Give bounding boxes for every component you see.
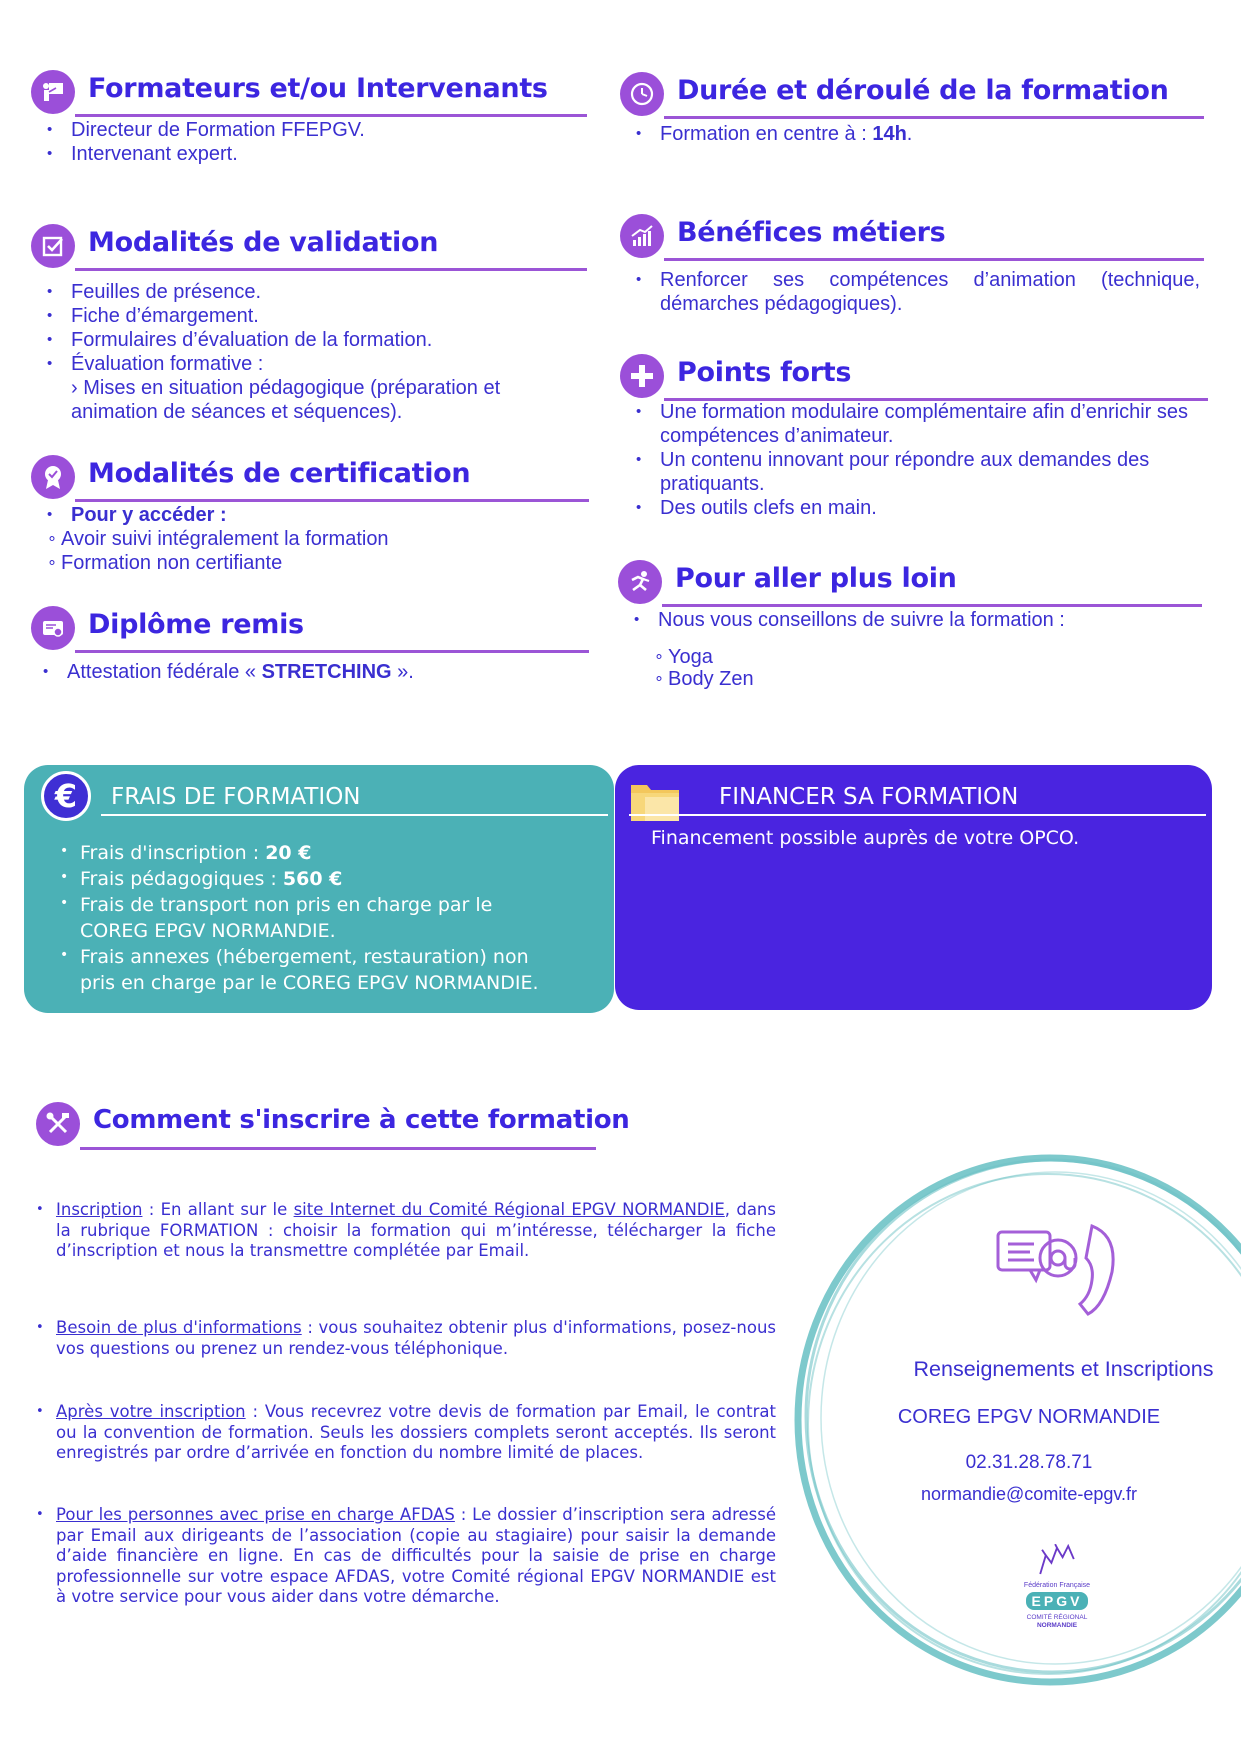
list-item: • Frais d'inscription : 20 € xyxy=(48,840,596,866)
inscription-link[interactable]: Inscription xyxy=(56,1200,143,1219)
plus-icon xyxy=(620,354,664,398)
frais-title: FRAIS DE FORMATION xyxy=(111,784,361,810)
afdas-paragraph: • Pour les personnes avec prise en charge AFDAS : Le dossier d’inscription sera adressé par Email aux dirigeants de l’association (copie au stagiaire) pour saisir la demande d’aide financière en ligne. En cas de difficultés pour la saisie de prise en charge professionnelle sur votre espace AFDAS, votre Comité régional EPGV NORMANDIE est à votre service pour vous aider dans votre démarche. xyxy=(36,1505,776,1606)
section-plus-loin xyxy=(618,560,1202,690)
site-internet-link[interactable]: site Internet du Comité Régional EPGV NORMANDIE xyxy=(293,1200,725,1219)
list-item: • Renforcer ses compétences d’animation (technique, démarches pédagogiques). xyxy=(620,268,1204,316)
section-title: Comment s'inscrire à cette formation xyxy=(93,1105,630,1135)
section-title: Modalités de validation xyxy=(88,227,439,258)
logo-letters: EPGV xyxy=(1026,1592,1089,1610)
list-item: • Une formation modulaire complémentaire afin d’enrichir ses compétences d’animateur. xyxy=(620,400,1208,448)
section-title: Diplôme remis xyxy=(88,609,304,640)
informations-link[interactable]: Besoin de plus d'informations xyxy=(56,1318,302,1337)
section-title: Bénéfices métiers xyxy=(677,217,946,248)
tools-icon xyxy=(36,1102,80,1146)
section-title: Modalités de certification xyxy=(88,458,471,489)
list-item: • Frais annexes (hébergement, restauration) non pris en charge par le COREG EPGV NORMANDIE. xyxy=(48,944,596,996)
diploma-icon xyxy=(31,606,75,650)
section-duree xyxy=(620,72,1204,146)
folder-icon xyxy=(629,779,681,823)
list-item: • Formation en centre à : 14h. xyxy=(620,122,1204,146)
certification-sublist xyxy=(21,527,589,575)
list-item: • Feuilles de présence. xyxy=(31,280,587,304)
epgv-logo-figures xyxy=(1029,1544,1085,1576)
informations-paragraph: • Besoin de plus d'informations : vous souhaitez obtenir plus d'informations, posez-nous vos questions ou prenez un rendez-vous téléphonique. xyxy=(36,1318,776,1358)
section-title: Points forts xyxy=(677,357,852,388)
financer-title: FINANCER SA FORMATION xyxy=(719,784,1019,810)
section-formateurs xyxy=(31,70,587,166)
section-rule xyxy=(75,499,589,502)
plus-loin-sublist xyxy=(628,646,1202,690)
list-item: • Formulaires d’évaluation de la formation. xyxy=(31,328,587,352)
email-phone-icon xyxy=(994,1218,1124,1318)
list-item: • Frais pédagogiques : 560 € xyxy=(48,866,596,892)
section-title: Formateurs et/ou Intervenants xyxy=(88,73,548,104)
award-badge-icon xyxy=(31,455,75,499)
frais-list xyxy=(48,840,596,996)
contact-email[interactable]: normandie@comite-epgv.fr xyxy=(920,1484,1138,1504)
financer-rule xyxy=(629,814,1206,816)
diplome-list xyxy=(27,660,589,684)
section-points-forts xyxy=(620,354,1208,520)
section-rule xyxy=(664,258,1204,261)
section-validation xyxy=(31,224,587,424)
logo-line3: NORMANDIE xyxy=(1036,1622,1078,1629)
epgv-logo xyxy=(1012,1544,1102,1644)
list-item: • Fiche d’émargement. xyxy=(31,304,587,328)
euro-icon: € xyxy=(41,771,91,821)
section-title: Pour aller plus loin xyxy=(675,563,957,594)
list-item: • Frais de transport non pris en charge par le COREG EPGV NORMANDIE. xyxy=(48,892,596,944)
growth-chart-icon xyxy=(620,214,664,258)
section-rule xyxy=(75,268,587,271)
list-item: ∘ Avoir suivi intégralement la formation xyxy=(21,527,589,551)
list-item: ∘ Formation non certifiante xyxy=(21,551,589,575)
section-title: Durée et déroulé de la formation xyxy=(677,75,1169,106)
list-item: ∘ Yoga xyxy=(628,646,1202,668)
runner-icon xyxy=(618,560,662,604)
list-item-sub: › Mises en situation pédagogique (préparation et animation de séances et séquences). xyxy=(71,377,501,423)
list-item: • Des outils clefs en main. xyxy=(620,496,1208,520)
list-item: • Un contenu innovant pour répondre aux demandes des pratiquants. xyxy=(620,448,1208,496)
section-certification xyxy=(31,455,589,575)
logo-line2: COMITÉ RÉGIONAL xyxy=(1026,1614,1088,1621)
validation-list xyxy=(31,280,587,424)
list-item: ∘ Body Zen xyxy=(628,668,1202,690)
trainer-icon xyxy=(31,70,75,114)
clock-icon xyxy=(620,72,664,116)
list-item: • Intervenant expert. xyxy=(31,142,587,166)
benefices-list xyxy=(620,268,1204,316)
list-item: • Attestation fédérale « STRETCHING ». xyxy=(27,660,589,684)
section-rule xyxy=(80,1147,596,1150)
list-item: • Évaluation formative : xyxy=(31,352,587,376)
certification-list xyxy=(31,503,589,527)
list-item: • Pour y accéder : xyxy=(31,503,589,527)
formateurs-list xyxy=(31,118,587,166)
section-rule xyxy=(664,116,1204,119)
checkbox-icon xyxy=(31,224,75,268)
frais-card xyxy=(24,765,614,1013)
duree-list xyxy=(620,122,1204,146)
apres-inscription-paragraph: • Après votre inscription : Vous recevrez votre devis de formation par Email, le contrat ou la convention de formation. Seuls les dossiers complets seront acceptés. Ils seront enregistrés par ordre d’arrivée en fonction du nombre limité de places. xyxy=(36,1402,776,1462)
inscription-paragraph: • Inscription : En allant sur le site Internet du Comité Régional EPGV NORMANDIE, dans la rubrique FORMATION : choisir la formation qui m’intéresse, télécharger la fiche d’inscription et nous la transmettre complétée par Email. xyxy=(36,1200,776,1260)
financer-card xyxy=(615,765,1212,1010)
contact-phone[interactable]: 02.31.28.78.71 xyxy=(965,1452,1093,1473)
contact-heading: Renseignements et Inscriptions xyxy=(913,1357,1214,1381)
list-item: • Nous vous conseillons de suivre la formation : xyxy=(618,608,1202,632)
section-rule xyxy=(75,650,589,653)
afdas-link[interactable]: Pour les personnes avec prise en charge AFDAS xyxy=(56,1505,455,1524)
section-diplome xyxy=(31,606,589,684)
section-benefices xyxy=(620,214,1204,316)
section-rule xyxy=(75,114,587,117)
section-rule xyxy=(662,604,1202,607)
financer-text: Financement possible auprès de votre OPCO. xyxy=(651,827,1080,849)
points-forts-list xyxy=(620,400,1208,520)
plus-loin-list xyxy=(618,608,1202,632)
section-inscription xyxy=(36,1102,630,1148)
list-item: • Directeur de Formation FFEPGV. xyxy=(31,118,587,142)
frais-rule xyxy=(101,814,608,816)
apres-inscription-link[interactable]: Après votre inscription xyxy=(56,1402,246,1421)
contact-org: COREG EPGV NORMANDIE xyxy=(897,1406,1161,1428)
logo-line1: Fédération Française xyxy=(1023,1582,1091,1589)
